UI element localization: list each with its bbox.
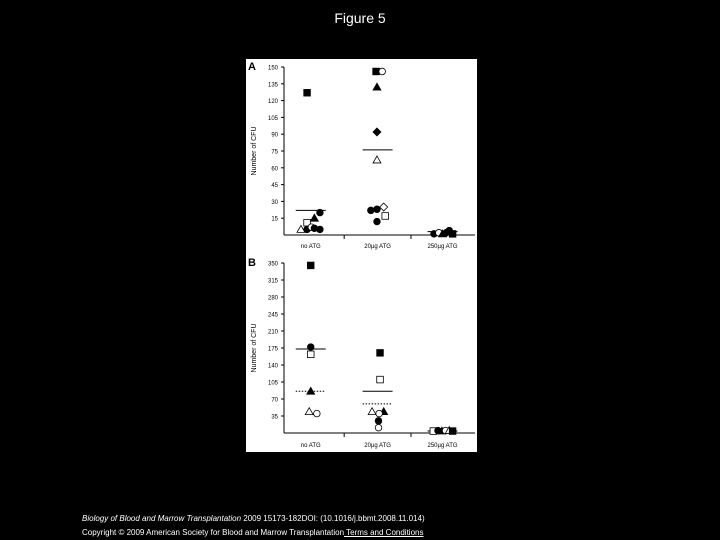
x-tick-label: no ATG: [300, 443, 321, 449]
chart-panel-B: [248, 257, 475, 449]
data-point: [376, 410, 383, 417]
y-tick-label: 45: [271, 183, 278, 190]
y-tick-label: 90: [271, 132, 278, 139]
panel-label: A: [248, 61, 256, 73]
y-tick-label: 140: [267, 363, 278, 370]
data-point: [317, 226, 324, 233]
data-point: [373, 156, 381, 163]
data-point: [373, 68, 380, 75]
data-point: [368, 207, 375, 214]
y-tick-label: 105: [267, 115, 278, 122]
y-tick-label: 150: [267, 65, 278, 72]
figure-chart: [246, 59, 477, 452]
data-point: [375, 424, 382, 431]
terms-link[interactable]: Terms and Conditions: [344, 528, 424, 537]
x-tick-label: 20µg ATG: [364, 244, 391, 250]
y-tick-label: 15: [271, 216, 278, 223]
y-tick-label: 60: [271, 166, 278, 173]
data-point: [377, 350, 384, 357]
data-point: [374, 218, 381, 225]
data-point: [379, 68, 386, 75]
citation-text: 2009 15173-182DOI: (10.1016/j.bbmt.2008.11.014): [241, 514, 425, 523]
figure-panel: [246, 59, 477, 452]
data-point: [317, 209, 324, 216]
y-axis-label: Number of CFU: [251, 126, 258, 176]
panel-label: B: [248, 257, 256, 269]
y-tick-label: 315: [267, 278, 278, 285]
y-tick-label: 210: [267, 329, 278, 336]
y-tick-label: 135: [267, 82, 278, 89]
page-title: Figure 5: [334, 10, 386, 26]
y-tick-label: 245: [267, 312, 278, 319]
y-tick-label: 120: [267, 99, 278, 106]
footer: [82, 512, 425, 540]
data-point: [380, 203, 388, 211]
chart-panel-A: [248, 61, 475, 250]
data-point: [368, 408, 376, 415]
citation-line: [82, 512, 425, 526]
y-tick-label: 350: [267, 261, 278, 268]
y-tick-label: 105: [267, 380, 278, 387]
y-tick-label: 175: [267, 346, 278, 353]
y-tick-label: 75: [271, 149, 278, 156]
data-point: [449, 231, 456, 238]
journal-name: Biology of Blood and Marrow Transplantation: [82, 514, 242, 523]
y-tick-label: 70: [271, 397, 278, 404]
copyright-line: [82, 526, 425, 540]
y-tick-label: 35: [271, 414, 278, 421]
data-point: [310, 214, 318, 221]
x-tick-label: 20µg ATG: [364, 443, 391, 449]
data-point: [305, 408, 313, 415]
x-tick-label: no ATG: [300, 244, 321, 250]
data-point: [373, 83, 381, 90]
y-tick-label: 280: [267, 295, 278, 302]
x-tick-label: 250µg ATG: [427, 244, 458, 250]
data-point: [304, 89, 311, 96]
data-point: [307, 351, 314, 358]
data-point: [373, 128, 381, 136]
x-tick-label: 250µg ATG: [427, 443, 458, 449]
data-point: [375, 418, 382, 425]
data-point: [449, 428, 456, 435]
data-point: [307, 262, 314, 269]
y-axis-label: Number of CFU: [251, 323, 258, 373]
data-point: [307, 344, 314, 351]
copyright-text: Copyright © 2009 American Society for Blood and Marrow Transplantation: [82, 528, 345, 537]
data-point: [377, 376, 384, 383]
data-point: [314, 410, 321, 417]
y-tick-label: 30: [271, 199, 278, 206]
data-point: [382, 213, 389, 220]
